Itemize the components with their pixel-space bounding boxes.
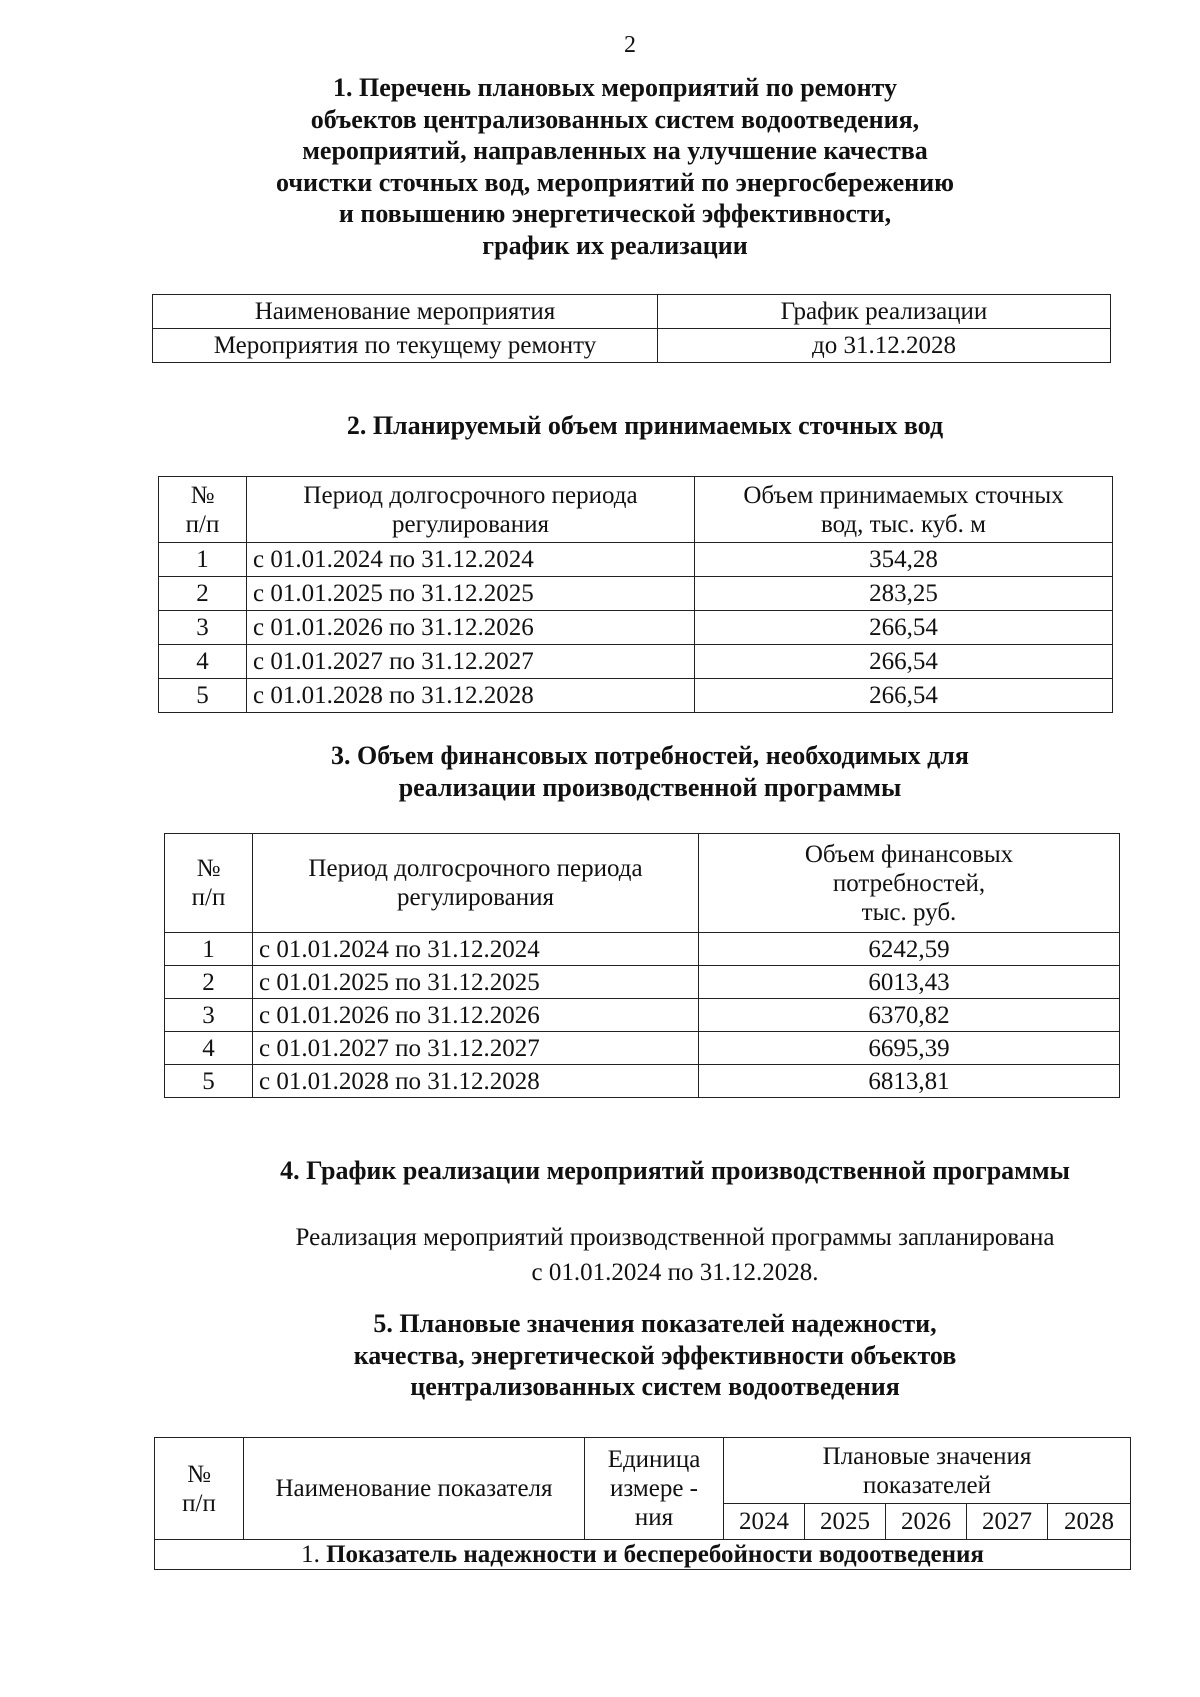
section1-table — [152, 294, 1111, 363]
section5-table — [154, 1437, 1131, 1570]
section2-title — [150, 410, 1140, 442]
cell-finance: 6370,82 — [699, 999, 1120, 1032]
cell-period: с 01.01.2027 по 31.12.2027 — [253, 1032, 699, 1065]
cell-num: 1 — [165, 933, 253, 966]
table-header-row — [153, 295, 1111, 329]
section1-title-line: 1. Перечень плановых мероприятий по ремонту — [333, 73, 897, 102]
section5-title — [150, 1308, 1160, 1403]
section1-title-line: объектов централизованных систем водоотведения, — [310, 104, 920, 134]
table-row — [159, 645, 1113, 679]
header-volume-line: вод, тыс. куб. м — [821, 510, 986, 538]
cell-volume: 266,54 — [695, 645, 1113, 679]
section4-text-line: Реализация мероприятий производственной программы запланирована — [295, 1224, 1055, 1251]
section5-title-line: централизованных систем водоотведения — [410, 1372, 900, 1401]
header-period-line: регулирования — [392, 510, 549, 538]
header-finance — [699, 834, 1120, 933]
header-indicator-name: Наименование показателя — [244, 1438, 585, 1540]
header-year: 2024 — [724, 1504, 805, 1540]
header-period — [247, 477, 695, 543]
section5-title-line: 5. Плановые значения показателей надежности, — [373, 1309, 937, 1338]
cell-period: с 01.01.2024 по 31.12.2024 — [253, 933, 699, 966]
header-num — [165, 834, 253, 933]
header-period-line: Период долгосрочного периода — [303, 481, 638, 509]
header-num-line: № — [196, 855, 221, 882]
header-unit-line: Единица — [607, 1446, 701, 1473]
header-unit-line: ния — [634, 1504, 674, 1531]
header-period-line: Период долгосрочного периода — [308, 855, 643, 882]
header-event-name: Наименование мероприятия — [153, 295, 658, 329]
section1-title-line: график их реализации — [482, 230, 748, 260]
group-row-title: Показатель надежности и бесперебойности водоотведения — [326, 1541, 984, 1568]
cell-num: 5 — [159, 679, 247, 713]
section4-text-line: с 01.01.2024 по 31.12.2028. — [531, 1259, 819, 1286]
table-row — [165, 933, 1120, 966]
header-finance-line: потребностей, — [832, 869, 986, 897]
header-unit-line: измере - — [610, 1475, 698, 1502]
section2-title-line: 2. Планируемый объем принимаемых сточных вод — [346, 411, 944, 440]
cell-schedule: до 31.12.2028 — [658, 329, 1111, 363]
cell-finance: 6813,81 — [699, 1065, 1120, 1098]
table-header-row — [165, 834, 1120, 933]
section3-title — [150, 740, 1150, 803]
header-volume — [695, 477, 1113, 543]
header-finance-line: Объем финансовых — [804, 840, 1014, 868]
header-year: 2027 — [967, 1504, 1048, 1540]
table-row — [159, 611, 1113, 645]
header-finance-line: тыс. руб. — [861, 898, 957, 926]
cell-num: 4 — [165, 1032, 253, 1065]
table-row — [159, 679, 1113, 713]
table-row — [159, 543, 1113, 577]
cell-finance: 6013,43 — [699, 966, 1120, 999]
section3-title-line: 3. Объем финансовых потребностей, необходимых для — [331, 741, 969, 770]
table-group-row — [155, 1540, 1131, 1570]
table-row — [153, 329, 1111, 363]
header-num — [159, 477, 247, 543]
cell-period: с 01.01.2027 по 31.12.2027 — [247, 645, 695, 679]
section1-title — [150, 72, 1080, 261]
header-schedule: График реализации — [658, 295, 1111, 329]
header-planned-values — [724, 1438, 1131, 1504]
cell-volume: 354,28 — [695, 543, 1113, 577]
cell-period: с 01.01.2026 по 31.12.2026 — [247, 611, 695, 645]
section3-title-line: реализации производственной программы — [398, 772, 902, 802]
header-planned-line: Плановые значения — [822, 1442, 1032, 1470]
table-row — [165, 999, 1120, 1032]
header-planned-line: показателей — [862, 1471, 992, 1499]
header-num-line: № — [187, 1460, 211, 1488]
cell-num: 5 — [165, 1065, 253, 1098]
section1-title-line: и повышению энергетической эффективности, — [338, 199, 892, 228]
section1-title-line: мероприятий, направленных на улучшение качества — [302, 136, 928, 165]
header-period — [253, 834, 699, 933]
cell-period: с 01.01.2028 по 31.12.2028 — [253, 1065, 699, 1098]
cell-period: с 01.01.2024 по 31.12.2024 — [247, 543, 695, 577]
table-row — [165, 1032, 1120, 1065]
section4-title — [150, 1155, 1200, 1187]
cell-period: с 01.01.2025 по 31.12.2025 — [253, 966, 699, 999]
cell-finance: 6242,59 — [699, 933, 1120, 966]
section3-table — [164, 833, 1120, 1098]
header-volume-line: Объем принимаемых сточных — [743, 481, 1064, 509]
cell-num: 2 — [159, 577, 247, 611]
table-header-row — [155, 1438, 1131, 1504]
section5-title-line: качества, энергетической эффективности объектов — [353, 1340, 957, 1370]
table-row — [165, 966, 1120, 999]
header-num — [155, 1438, 244, 1540]
section2-table — [158, 476, 1113, 713]
cell-num: 3 — [165, 999, 253, 1032]
header-year: 2028 — [1048, 1504, 1131, 1540]
header-num-line: п/п — [185, 510, 220, 538]
header-year: 2025 — [805, 1504, 886, 1540]
section4-title-line: 4. График реализации мероприятий производственной программы — [280, 1156, 1070, 1185]
header-period-line: регулирования — [397, 884, 554, 911]
header-num-line: п/п — [182, 1489, 216, 1517]
cell-num: 1 — [159, 543, 247, 577]
cell-period: с 01.01.2025 по 31.12.2025 — [247, 577, 695, 611]
cell-finance: 6695,39 — [699, 1032, 1120, 1065]
cell-num: 4 — [159, 645, 247, 679]
page-number: 2 — [624, 32, 636, 58]
table-header-row — [159, 477, 1113, 543]
section1-title-line: очистки сточных вод, мероприятий по энергосбережению — [276, 167, 954, 197]
cell-period: с 01.01.2028 по 31.12.2028 — [247, 679, 695, 713]
table-row — [159, 577, 1113, 611]
group-row-number: 1. — [301, 1541, 327, 1568]
header-year: 2026 — [886, 1504, 967, 1540]
section4-text — [150, 1220, 1200, 1290]
header-unit — [585, 1438, 724, 1540]
group-row-reliability — [155, 1540, 1131, 1570]
table-row — [165, 1065, 1120, 1098]
cell-num: 3 — [159, 611, 247, 645]
header-num-line: № — [190, 481, 215, 509]
cell-num: 2 — [165, 966, 253, 999]
cell-volume: 266,54 — [695, 611, 1113, 645]
cell-period: с 01.01.2026 по 31.12.2026 — [253, 999, 699, 1032]
cell-event-name: Мероприятия по текущему ремонту — [153, 329, 658, 363]
header-num-line: п/п — [191, 884, 226, 911]
cell-volume: 266,54 — [695, 679, 1113, 713]
cell-volume: 283,25 — [695, 577, 1113, 611]
